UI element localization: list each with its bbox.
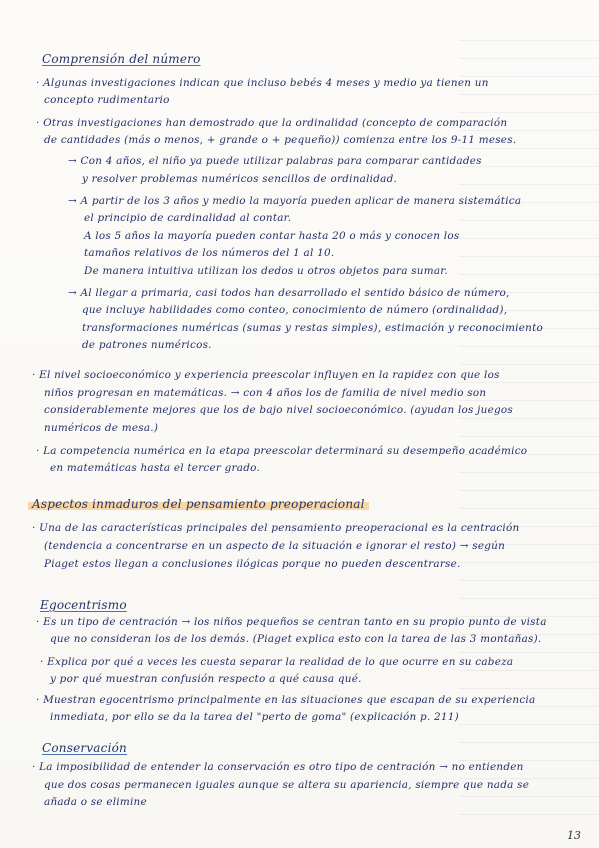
heading-egocentrismo: Egocentrismo [40, 598, 127, 612]
note-line: · Es un tipo de centración → los niños pequeños se centran tanto en su propio punto de vista [36, 616, 547, 628]
note-line: → A partir de los 3 años y medio la mayoría pueden aplicar de manera sistemática [68, 195, 522, 207]
note-line: de patrones numéricos. [82, 339, 212, 351]
note-line: considerablemente mejores que los de bajo nivel socioeconómico. (ayudan los juegos [44, 404, 513, 416]
note-line: inmediata, por ello se da la tarea del "perto de goma" (explicación p. 211) [50, 711, 459, 723]
note-line: concepto rudimentario [44, 94, 170, 106]
note-line: que incluye habilidades como conteo, conocimiento de número (ordinalidad), [82, 304, 508, 316]
note-line: · La imposibilidad de entender la conservación es otro tipo de centración → no entienden [32, 761, 524, 773]
heading-conservacion: Conservación [42, 741, 127, 755]
note-line: · Una de las características principales del pensamiento preoperacional es la centración [32, 522, 520, 534]
page-number: 13 [567, 829, 581, 842]
note-line: el principio de cardinalidad al contar. [84, 212, 292, 224]
note-line: que dos cosas permanecen iguales aunque se altera su apariencia, siempre que nada se [44, 779, 530, 791]
note-line: → Al llegar a primaria, casi todos han desarrollado el sentido básico de número, [68, 287, 510, 299]
note-line: A los 5 años la mayoría pueden contar hasta 20 o más y conocen los [84, 230, 460, 242]
note-line: y por qué muestran confusión respecto a qué causa qué. [50, 673, 362, 685]
note-line: · Otras investigaciones han demostrado que la ordinalidad (concepto de comparación [36, 117, 508, 129]
note-line: tamaños relativos de los números del 1 al 10. [84, 247, 335, 259]
note-line: De manera intuitiva utilizan los dedos u otros objetos para sumar. [84, 265, 448, 277]
note-line: niños progresan en matemáticas. → con 4 años los de familia de nivel medio son [44, 387, 487, 399]
note-line: transformaciones numéricas (sumas y restas simples), estimación y reconocimiento [82, 322, 544, 334]
note-line: → Con 4 años, el niño ya puede utilizar palabras para comparar cantidades [68, 155, 482, 167]
note-line: que no consideran los de los demás. (Piaget explica esto con la tarea de las 3 montañas). [50, 633, 542, 645]
heading-comprension-numero: Comprensión del número [42, 52, 201, 66]
note-line: · Explica por qué a veces les cuesta separar la realidad de lo que ocurre en su cabeza [40, 656, 514, 668]
note-line: · El nivel socioeconómico y experiencia preescolar influyen en la rapidez con que los [32, 369, 500, 381]
note-line: · Algunas investigaciones indican que incluso bebés 4 meses y medio ya tienen un [36, 77, 489, 89]
note-line: Piaget estos llegan a conclusiones ilógicas porque no pueden descentrarse. [44, 558, 461, 570]
note-line: y resolver problemas numéricos sencillos de ordinalidad. [82, 173, 398, 185]
heading-aspectos-inmaduros: Aspectos inmaduros del pensamiento preoperacional [28, 497, 369, 511]
note-line: añada o se elimine [44, 796, 147, 808]
note-line: en matemáticas hasta el tercer grado. [50, 462, 261, 474]
note-line: numéricos de mesa.) [44, 422, 159, 434]
note-line: · Muestran egocentrismo principalmente en las situaciones que escapan de su experiencia [36, 694, 536, 706]
note-line: (tendencia a concentrarse en un aspecto de la situación e ignorar el resto) → según [44, 540, 506, 552]
note-line: · La competencia numérica en la etapa preescolar determinará su desempeño académico [36, 445, 528, 457]
note-line: de cantidades (más o menos, + grande o + pequeño)) comienza entre los 9-11 meses. [44, 134, 517, 146]
